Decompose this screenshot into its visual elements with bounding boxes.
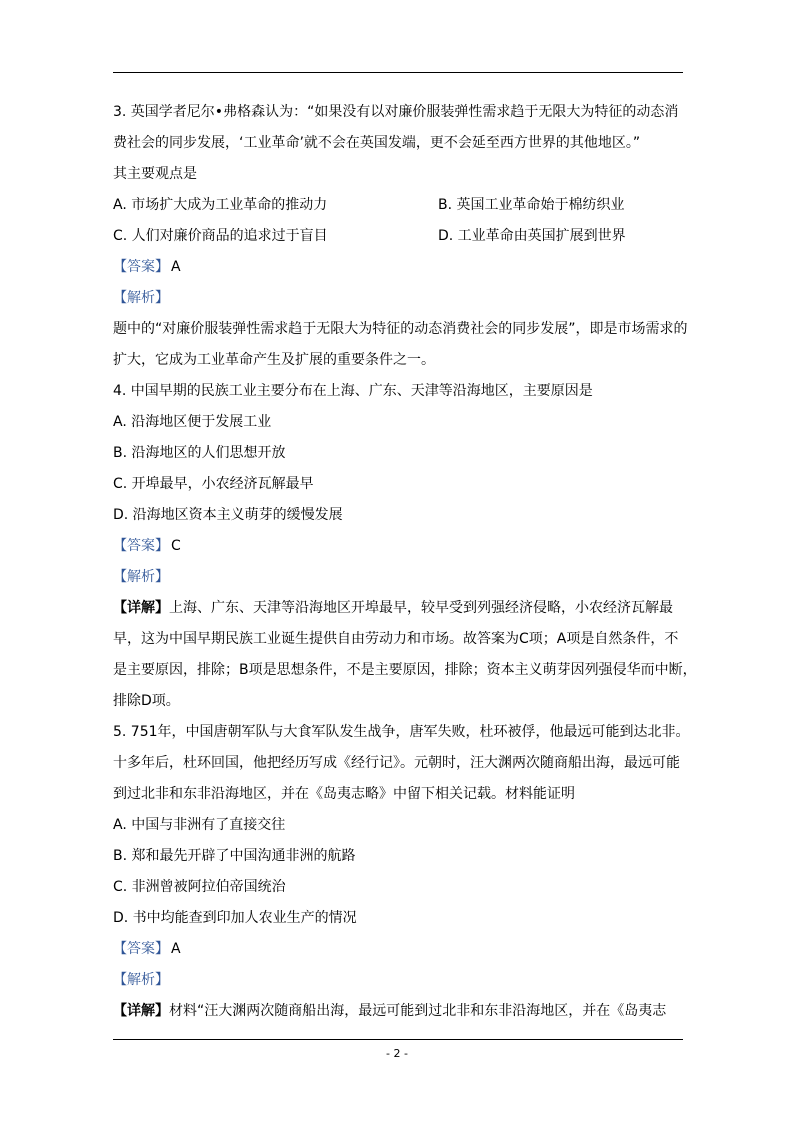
q4-option-d: D. 沿海地区资本主义萌芽的缓慢发展 <box>113 507 343 523</box>
q5-analysis-heading <box>113 965 683 996</box>
q4-detail-line-3: 是主要原因，排除；B项是思想条件，不是主要原因，排除；资本主义萌芽因列强侵华而中断， <box>113 662 697 678</box>
q3-options-row-2 <box>113 221 683 252</box>
q4-option-c: C. 开埠最早，小农经济瓦解最早 <box>113 476 314 492</box>
q5-analysis-label: 【解析】 <box>113 972 169 988</box>
q5-option-c: C. 非洲曾被阿拉伯帝国统治 <box>113 879 286 895</box>
q4-answer-label: 【答案】 <box>113 538 169 554</box>
q5-answer-value: A <box>171 941 181 957</box>
q3-answer-label: 【答案】 <box>113 259 169 275</box>
q3-option-c: C. 人们对廉价商品的追求过于盲目 <box>113 228 328 244</box>
q3-options-row-1 <box>113 190 683 221</box>
q4-analysis-label: 【解析】 <box>113 569 169 585</box>
q3-option-d: D. 工业革命由英国扩展到世界 <box>438 228 626 244</box>
q5-detail-text-1: 材料“汪大渊两次随商船出海，最远可能到过北非和东非沿海地区，并在《岛夷志 <box>169 1003 667 1019</box>
q4-detail-text-1: 上海、广东、天津等沿海地区开埠最早，较早受到列强经济侵略，小农经济瓦解最 <box>169 600 673 616</box>
q3-analysis-line-1: 题中的“对廉价服装弹性需求趋于无限大为特征的动态消费社会的同步发展”，即是市场需求的 <box>113 321 688 337</box>
page-content <box>113 97 697 1027</box>
q4-option-b: B. 沿海地区的人们思想开放 <box>113 445 286 461</box>
q4-stem: 4. 中国早期的民族工业主要分布在上海、广东、天津等沿海地区，主要原因是 <box>113 383 593 399</box>
q3-stem-line-1: 3. 英国学者尼尔•弗格森认为：“如果没有以对廉价服装弹性需求趋于无限大为特征的动态消 <box>113 104 679 120</box>
q5-answer-label: 【答案】 <box>113 941 169 957</box>
q4-answer-value: C <box>171 538 181 554</box>
q5-stem-line-3: 到过北非和东非沿海地区，并在《岛夷志略》中留下相关记载。材料能证明 <box>113 786 575 802</box>
q4-answer <box>113 531 683 562</box>
page-number: - 2 - <box>386 1047 408 1060</box>
header-rule <box>113 72 683 73</box>
q5-option-d: D. 书中均能查到印加人农业生产的情况 <box>113 910 357 926</box>
q3-analysis-heading <box>113 283 683 314</box>
q3-stem-line-2: 费社会的同步发展，‘工业革命’就不会在英国发端，更不会延至西方世界的其他地区。” <box>113 135 641 151</box>
q4-option-a: A. 沿海地区便于发展工业 <box>113 414 272 430</box>
q5-stem-line-2: 十多年后，杜环回国，他把经历写成《经行记》。元朝时，汪大渊两次随商船出海，最远可能 <box>113 755 680 771</box>
q4-detail-label: 【详解】 <box>113 600 169 616</box>
q3-answer <box>113 252 683 283</box>
q5-option-a: A. 中国与非洲有了直接交往 <box>113 817 286 833</box>
q5-detail-line-1 <box>113 996 683 1027</box>
q3-analysis-label: 【解析】 <box>113 290 169 306</box>
q5-detail-label: 【详解】 <box>113 1003 169 1019</box>
q5-stem-line-1: 5. 751年，中国唐朝军队与大食军队发生战争，唐军失败，杜环被俘，他最远可能到达北非。 <box>113 724 690 740</box>
q3-option-b: B. 英国工业革命始于棉纺织业 <box>438 197 625 213</box>
q4-analysis-heading <box>113 562 683 593</box>
q3-option-a: A. 市场扩大成为工业革命的推动力 <box>113 197 328 213</box>
q3-stem-line-3: 其主要观点是 <box>113 166 197 182</box>
q4-detail-line-2: 早，这为中国早期民族工业诞生提供自由劳动力和市场。故答案为C项；A项是自然条件，不 <box>113 631 679 647</box>
q4-detail-line-4: 排除D项。 <box>113 693 180 709</box>
q3-analysis-line-2: 扩大，它成为工业革命产生及扩展的重要条件之一。 <box>113 352 435 368</box>
footer-rule <box>113 1039 683 1040</box>
q5-answer <box>113 934 683 965</box>
q3-answer-value: A <box>171 259 181 275</box>
q4-detail-line-1 <box>113 593 683 624</box>
q5-option-b: B. 郑和最先开辟了中国沟通非洲的航路 <box>113 848 356 864</box>
